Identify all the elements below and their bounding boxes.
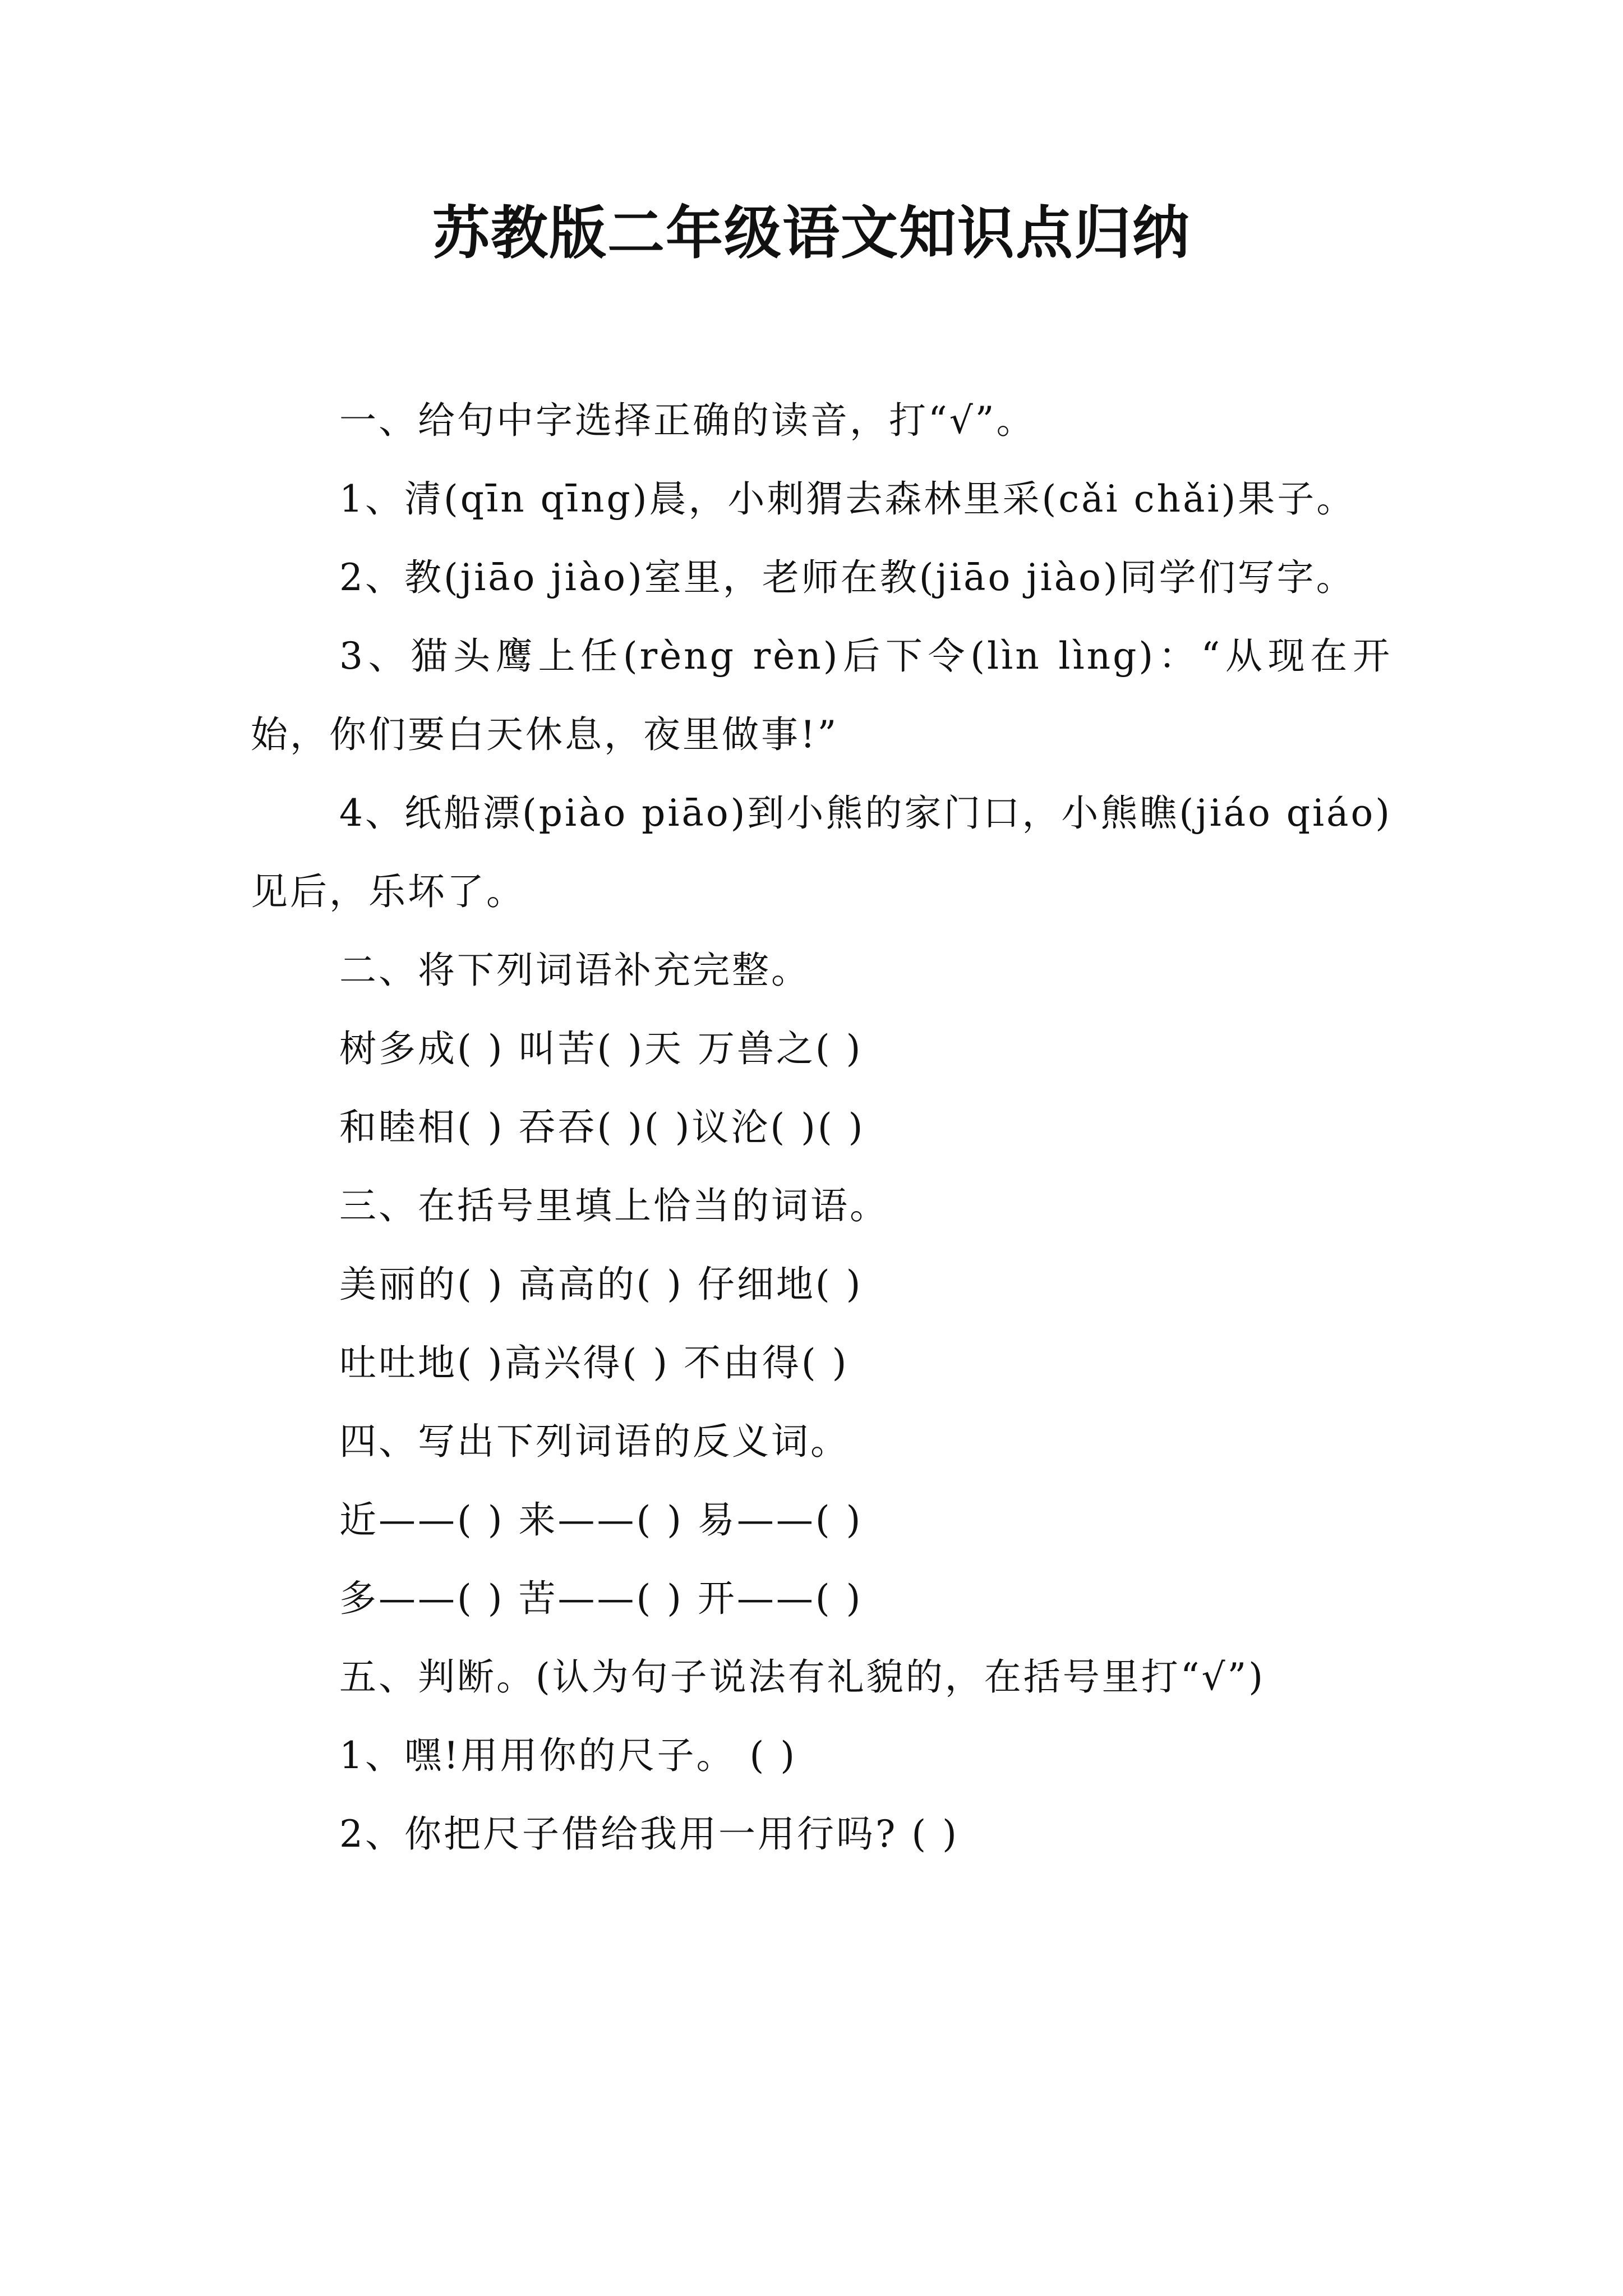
- judgement-item: 2、你把尺子借给我用一用行吗? ( ): [339, 1812, 959, 1856]
- fill-in-line: 近——( ) 来——( ) 易——( ): [339, 1498, 863, 1542]
- section-heading-1: 一、给句中字选择正确的读音，打“√”。: [339, 399, 1036, 442]
- section-heading-5: 五、判断。(认为句子说法有礼貌的，在括号里打“√”): [339, 1655, 1266, 1699]
- fill-in-line: 吐吐地( )高兴得( ) 不由得( ): [339, 1341, 849, 1384]
- question-item: 4、纸船漂(piào piāo)到小熊的家门口，小熊瞧(jiáo qiáo)见后，乐坏了。: [251, 792, 1392, 913]
- fill-in-line: 多——( ) 苦——( ) 开——( ): [339, 1577, 863, 1620]
- section-heading-4: 四、写出下列词语的反义词。: [339, 1420, 850, 1463]
- question-item: 3、猫头鹰上任(rèng rèn)后下令(lìn lìng)：“从现在开始，你们要白天休息，夜里做事!”: [251, 634, 1392, 756]
- fill-in-line: 美丽的( ) 高高的( ) 仔细地( ): [339, 1263, 863, 1306]
- section-heading-3: 三、在括号里填上恰当的词语。: [339, 1184, 889, 1227]
- fill-in-line: 和睦相( ) 吞吞( )( )议沦( )( ): [339, 1106, 865, 1149]
- judgement-item: 1、嘿!用用你的尺子。 ( ): [339, 1734, 797, 1777]
- question-item: 1、清(qīn qīng)晨，小刺猬去森林里采(cǎi chǎi)果子。: [339, 477, 1356, 521]
- question-item: 2、教(jiāo jiào)室里，老师在教(jiāo jiào)同学们写字。: [339, 556, 1355, 599]
- section-heading-2: 二、将下列词语补充完整。: [339, 949, 810, 992]
- fill-in-line: 树多成( ) 叫苦( )天 万兽之( ): [339, 1027, 863, 1070]
- document-body: [251, 381, 1392, 1874]
- page-title: 苏教版二年级语文知识点归纳: [432, 200, 1191, 267]
